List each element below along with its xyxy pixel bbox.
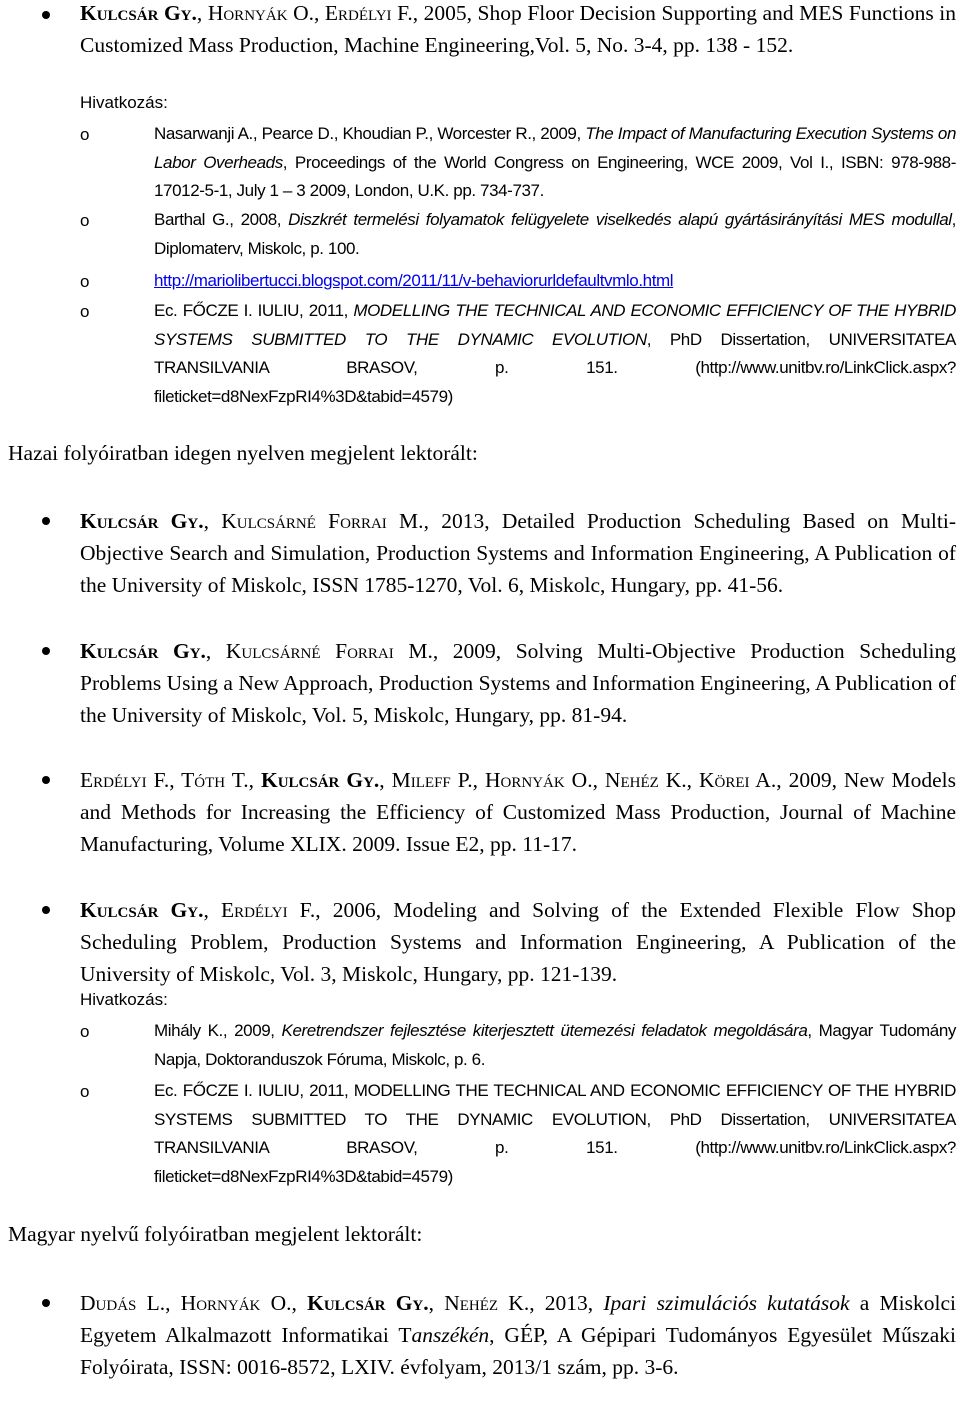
- author-highlight: Kulcsár Gy.: [80, 898, 204, 922]
- section-heading: Hazai folyóiratban idegen nyelven megjelent lektorált:: [8, 441, 478, 465]
- publication-details: , GÉP, A Gépipari Tudományos Egyesület Műszaki Folyóirata, ISSN: 0016-8572, LXIV. évfolyam, 2013/1 szám, pp. 3-6.: [80, 1323, 956, 1379]
- citation-title: The Impact of Manufacturing Execution Systems on Labor Overheads: [154, 124, 956, 172]
- publication-details: , 2009, New Models and Methods for Increasing the Efficiency of Customized Mass Production, Journal of Machine Manufacturing, Volume XLIX. 2009. Issue E2, pp. 11-17.: [80, 768, 956, 856]
- coauthors: Dudás L., Hornyák O.,: [80, 1291, 308, 1315]
- coauthors: Hornyák O., Erdélyi F.: [207, 1, 413, 25]
- citation-entry: [154, 1077, 956, 1191]
- publication-entry: [80, 764, 956, 860]
- publication-details: , 2013, Detailed Production Scheduling Based on Multi-Objective Search and Simulation, Production Systems and Information Engineering, A Publication of the University of Miskolc, ISSN 1785-1270, Vol. 6, Miskolc, Hungary, pp. 41-56.: [80, 509, 956, 597]
- sub-bullet-icon: o: [80, 302, 90, 321]
- bullet-icon: [42, 517, 50, 525]
- citation-details: , PhD Dissertation, UNIVERSITATEA TRANSILVANIA BRASOV, p. 151. (http://www.unitbv.ro/LinkClick.aspx?fileticket=d8NexFzpRI4%3D&tabid=4579): [154, 329, 956, 406]
- citation-entry: [154, 1017, 956, 1074]
- publication-year: , 2013,: [529, 1291, 604, 1315]
- citation-authors: Mihály K., 2009,: [154, 1021, 282, 1040]
- citation-details: , Proceedings of the World Congress on Engineering, WCE 2009, Vol I., ISBN: 978-988-17012-5-1, July 1 – 3 2009, London, U.K. pp. 734-737.: [154, 152, 956, 200]
- author-highlight: Kulcsár Gy.: [80, 639, 206, 663]
- citation-title: Diszkrét termelési folyamatok felügyelete viselkedés alapú gyártásirányítási MES modullal: [288, 210, 952, 229]
- coauthors: , Mileff P., Hornyák O., Nehéz K., Körei A.: [379, 768, 777, 792]
- citation-title: MODELLING THE TECHNICAL AND ECONOMIC EFFICIENCY OF THE HYBRID SYSTEMS SUBMITTED TO THE DYNAMIC EVOLUTION: [154, 301, 956, 349]
- publication-details: , 2006, Modeling and Solving of the Extended Flexible Flow Shop Scheduling Problem, Production Systems and Information Engineering, A Publication of the University of Miskolc, Vol. 3, Miskolc, Hungary, pp. 121-139.: [80, 898, 956, 986]
- publication-details: , 2005, Shop Floor Decision Supporting and MES Functions in Customized Mass Production, Machine Engineering,Vol. 5, No. 3-4, pp. 138 - 152.: [80, 1, 957, 57]
- citation-entry: [154, 297, 956, 411]
- citations-label: Hivatkozás:: [80, 990, 168, 1009]
- citation-details: , Diplomaterv, Miskolc, p. 100.: [154, 210, 956, 258]
- sub-bullet-icon: o: [80, 125, 90, 144]
- coauthors: , Kulcsárné Forrai M.: [203, 509, 424, 533]
- bullet-icon: [42, 776, 50, 784]
- publication-title: Ipari szimulációs kutatások: [603, 1291, 850, 1315]
- publication-entry: [80, 894, 956, 990]
- author-highlight: Kulcsár Gy.: [80, 1, 197, 25]
- bullet-icon: [42, 11, 50, 19]
- citation-authors: Ec. FŐCZE I. IULIU, 2011,: [154, 301, 354, 320]
- sub-bullet-icon: o: [80, 1022, 90, 1041]
- coauthors: , Nehéz K.: [428, 1291, 530, 1315]
- citation-authors: Barthal G., 2008,: [154, 210, 289, 229]
- citation-entry: [154, 120, 956, 206]
- author-highlight: Kulcsár Gy.: [260, 768, 380, 792]
- coauthors: , Kulcsárné Forrai M.: [205, 639, 433, 663]
- citation-entry: [154, 206, 956, 263]
- bullet-icon: [42, 906, 50, 914]
- citation-details: , Magyar Tudomány Napja, Doktoranduszok Fóruma, Miskolc, p. 6.: [154, 1021, 956, 1069]
- coauthors: Erdélyi F., Tóth T.,: [80, 768, 261, 792]
- publication-entry: [80, 1287, 956, 1383]
- citation-details: Ec. FŐCZE I. IULIU, 2011, MODELLING THE TECHNICAL AND ECONOMIC EFFICIENCY OF THE HYBRID SYSTEMS SUBMITTED TO THE DYNAMIC EVOLUTION, PhD Dissertation, UNIVERSITATEA TRANSILVANIA BRASOV, p. 151. (http://www.unitbv.ro/LinkClick.aspx?fileticket=d8NexFzpRI4%3D&tabid=4579): [154, 1081, 956, 1186]
- section-heading: Magyar nyelvű folyóiratban megjelent lektorált:: [8, 1222, 423, 1246]
- publication-entry: [80, 505, 956, 601]
- sub-bullet-icon: o: [80, 1082, 90, 1101]
- publication-title: anszékén: [411, 1323, 490, 1347]
- publication-details: , 2009, Solving Multi-Objective Production Scheduling Problems Using a New Approach, Production Systems and Information Engineering, A Publication of the University of Miskolc, Vol. 5, Miskolc, Hungary, pp. 81-94.: [80, 639, 956, 727]
- publication-entry: [80, 635, 956, 731]
- bullet-icon: [42, 1299, 50, 1307]
- citations-label: Hivatkozás:: [80, 93, 168, 112]
- citation-title: Keretrendszer fejlesztése kiterjesztett ütemezési feladatok megoldására: [281, 1021, 808, 1040]
- citation-entry: [154, 267, 956, 296]
- author-highlight: Kulcsár Gy.: [307, 1291, 429, 1315]
- author-highlight: Kulcsár Gy.: [80, 509, 204, 533]
- sub-bullet-icon: o: [80, 272, 90, 291]
- publication-entry: Kulcsár Gy., Hornyák O., Erdélyi F., 2005, Shop Floor Decision Supporting and MES Functions in Customized Mass Production, Machine Engineering,Vol. 5, No. 3-4, pp. 138 - 152.: [80, 1, 957, 57]
- bullet-icon: [42, 647, 50, 655]
- sub-bullet-icon: o: [80, 211, 90, 230]
- publication-details: a Miskolci Egyetem Alkalmazott Informatikai T: [80, 1291, 956, 1347]
- coauthors: , Erdélyi F.: [203, 898, 316, 922]
- citation-link[interactable]: http://mariolibertucci.blogspot.com/2011/11/v-behaviorurldefaultvmlo.html: [154, 271, 674, 290]
- citation-authors: Nasarwanji A., Pearce D., Khoudian P., Worcester R., 2009,: [154, 124, 586, 143]
